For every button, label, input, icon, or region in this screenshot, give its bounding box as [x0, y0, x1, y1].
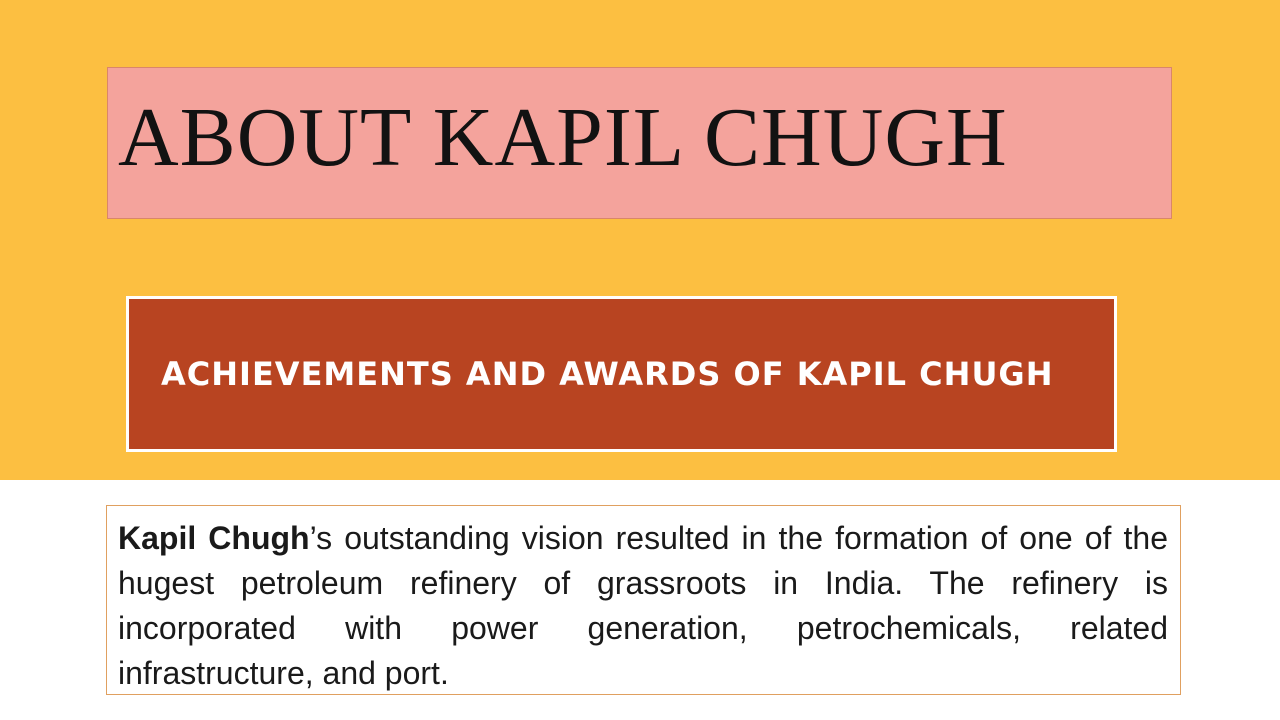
slide-title: ABOUT KAPIL CHUGH: [118, 91, 1008, 184]
body-text-box: [106, 505, 1181, 695]
body-paragraph: [118, 516, 1168, 696]
slide-subtitle: ACHIEVEMENTS AND AWARDS OF KAPIL CHUGH: [161, 355, 1054, 393]
body-text: ’s outstanding vision resulted in the formation of one of the hugest petroleum refinery of grassroots in India. The refinery is incorporated with power generation, petrochemicals, related infrastructure, and port.: [118, 520, 1169, 691]
body-name: Kapil Chugh: [118, 520, 310, 556]
subtitle-box: [126, 296, 1117, 452]
title-box: [107, 67, 1172, 219]
